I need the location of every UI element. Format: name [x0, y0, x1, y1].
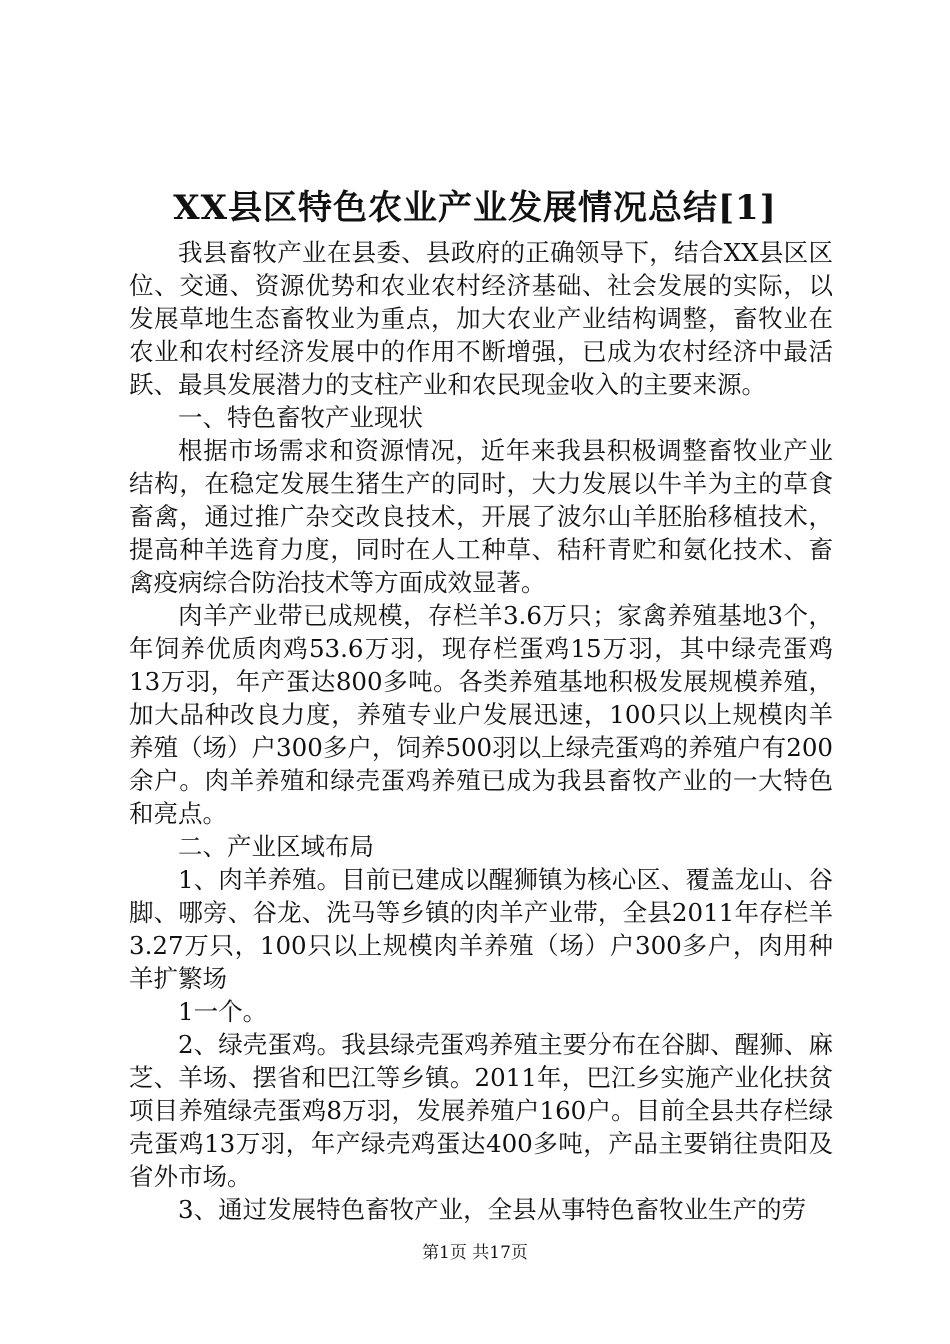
intro-paragraph: 我县畜牧产业在县委、县政府的正确领导下，结合XX县区区位、交通、资源优势和农业农村经济基础、社会发展的实际，以发展草地生态畜牧业为重点，加大农业产业结构调整，畜牧业在农业和农村经济发展中的作用不断增强，已成为农村经济中最活跃、最具发展潜力的支柱产业和农民现金收入的主要来源。 — [129, 238, 833, 399]
page-footer: 第1页 共17页 — [422, 1243, 528, 1263]
section-heading-2: 二、产业区域布局 — [178, 832, 374, 861]
document-title: XX县区特色农业产业发展情况总结[1] — [173, 188, 777, 228]
section-2-item-3: 3、通过发展特色畜牧产业，全县从事特色畜牧业生产的劳 — [178, 1195, 807, 1224]
section-2-item-2: 2、绿壳蛋鸡。我县绿壳蛋鸡养殖主要分布在谷脚、醒狮、麻芝、羊场、摆省和巴江等乡镇。2011年，巴江乡实施产业化扶贫项目养殖绿壳蛋鸡8万羽，发展养殖户160户。目前全县共存栏绿壳蛋鸡13万羽，年产绿壳鸡蛋达400多吨，产品主要销往贵阳及省外市场。 — [129, 1030, 833, 1191]
section-2-item-1: 1、肉羊养殖。目前已建成以醒狮镇为核心区、覆盖龙山、谷脚、哪旁、谷龙、洗马等乡镇的肉羊产业带，全县2011年存栏羊3.27万只，100只以上规模肉羊养殖（场）户300多户，肉用种羊扩繁场 — [129, 865, 833, 993]
document-body — [129, 236, 833, 1226]
section-2-item-1-continued: 1一个。 — [178, 997, 268, 1026]
section-1-paragraph-1: 根据市场需求和资源情况，近年来我县积极调整畜牧业产业结构，在稳定发展生猪生产的同时，大力发展以牛羊为主的草食畜禽，通过推广杂交改良技术，开展了波尔山羊胚胎移植技术，提高种羊选育力度，同时在人工种草、秸秆青贮和氨化技术、畜禽疫病综合防治技术等方面成效显著。 — [129, 436, 833, 597]
section-heading-1: 一、特色畜牧产业现状 — [178, 403, 423, 432]
section-1-paragraph-2: 肉羊产业带已成规模，存栏羊3.6万只；家禽养殖基地3个，年饲养优质肉鸡53.6万羽，现存栏蛋鸡15万羽，其中绿壳蛋鸡13万羽，年产蛋达800多吨。各类养殖基地积极发展规模养殖，加大品种改良力度，养殖专业户发展迅速，100只以上规模肉羊养殖（场）户300多户，饲养500羽以上绿壳蛋鸡的养殖户有200余户。肉羊养殖和绿壳蛋鸡养殖已成为我县畜牧产业的一大特色和亮点。 — [129, 601, 833, 828]
